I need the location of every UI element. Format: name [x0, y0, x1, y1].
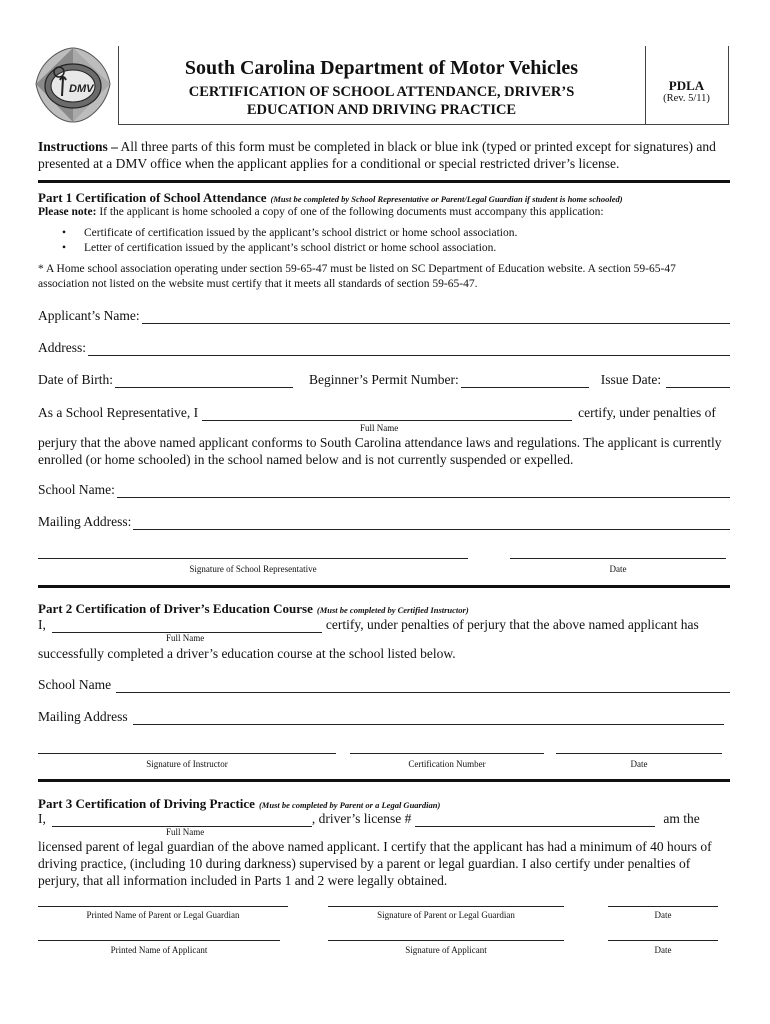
parent-date-caption: Date	[654, 910, 672, 920]
part3-note: (Must be completed by Parent or a Legal Guardian)	[258, 800, 441, 810]
am-the-text: am the	[663, 811, 700, 826]
address-label: Address:	[38, 340, 86, 355]
permit-label: Beginner’s Permit Number:	[308, 372, 459, 387]
mailing-address-row	[38, 514, 730, 530]
school-name-row	[38, 482, 730, 498]
part2-rule	[38, 585, 730, 588]
instructor-full-name-caption: Full Name	[166, 633, 205, 643]
instructor-date-line[interactable]	[556, 753, 722, 754]
mailing-address-label: Mailing Address:	[38, 514, 132, 529]
instructor-i-label: I,	[38, 617, 46, 632]
applicant-signature-caption: Signature of Applicant	[405, 945, 487, 955]
drivers-license-field[interactable]	[415, 812, 655, 827]
school-rep-suffix: certify, under penalties of	[578, 405, 716, 420]
p2-mailing-address-row	[38, 709, 724, 725]
applicant-date-caption: Date	[654, 945, 672, 955]
instructor-row	[38, 617, 730, 633]
p2-school-name-field[interactable]	[116, 678, 730, 693]
list-item: • Letter of certification issued by the applicant’s school district or home school association.	[62, 241, 517, 256]
instructor-date-caption: Date	[630, 759, 648, 769]
home-school-footnote: * A Home school association operating under section 59-65-47 must be listed on SC Department of Education website. A section 59-65-47 association not listed on the website must certify that it meets all standards of section 59-65-47.	[38, 263, 676, 290]
printed-applicant-name-line[interactable]	[38, 940, 280, 941]
document-list	[62, 226, 517, 256]
dob-field[interactable]	[115, 373, 293, 388]
p2-school-name-row	[38, 677, 730, 693]
guardian-name-field[interactable]	[52, 812, 312, 827]
school-rep-full-name-caption: Full Name	[360, 423, 399, 433]
applicant-name-field[interactable]	[142, 309, 730, 324]
form-title-line2: EDUCATION AND DRIVING PRACTICE	[246, 102, 517, 118]
instructions	[38, 138, 732, 172]
school-rep-date-line[interactable]	[510, 558, 726, 559]
applicant-name-row	[38, 308, 730, 324]
form-revision: (Rev. 5/11)	[663, 93, 710, 104]
course-completed-text: successfully completed a driver’s education course at the school listed below.	[38, 646, 456, 661]
applicant-signature-line[interactable]	[328, 940, 564, 941]
p2-school-name-label: School Name	[38, 677, 112, 692]
school-name-label: School Name:	[38, 482, 115, 497]
dmv-logo-icon	[32, 44, 114, 126]
dob-label: Date of Birth:	[38, 372, 113, 387]
form-title-line1: CERTIFICATION OF SCHOOL ATTENDANCE, DRIVER’S	[188, 84, 575, 100]
printed-parent-name-caption: Printed Name of Parent or Legal Guardian	[86, 910, 240, 920]
school-rep-signature-caption: Signature of School Representative	[189, 564, 317, 574]
address-row	[38, 340, 730, 356]
part1-note: (Must be completed by School Representative or Parent/Legal Guardian if student is home schooled)	[270, 194, 623, 204]
issue-date-label: Issue Date:	[600, 372, 662, 387]
p2-mailing-address-label: Mailing Address	[38, 709, 128, 724]
parent-signature-caption: Signature of Parent or Legal Guardian	[377, 910, 515, 920]
mailing-address-field[interactable]	[133, 515, 730, 530]
instructor-certify-text: certify, under penalties of perjury that the above named applicant has	[325, 617, 699, 632]
part1-rule	[38, 180, 730, 183]
school-rep-row	[38, 405, 730, 421]
certification-number-caption: Certification Number	[408, 759, 486, 769]
part3-heading: Part 3 Certification of Driving Practice	[38, 796, 255, 811]
school-name-field[interactable]	[117, 483, 730, 498]
form-code: PDLA	[668, 78, 705, 93]
school-rep-name-field[interactable]	[202, 406, 572, 421]
driving-practice-text: licensed parent of legal guardian of the above named applicant. I certify that the applicant has had a minimum of 40 hours of driving practice, (including 10 during darkness) supervised by a parent or legal guardian. I also certify under penalties of perjury, that all information included in Parts 1 and 2 were legally obtained.	[38, 839, 712, 888]
printed-parent-name-line[interactable]	[38, 906, 288, 907]
parent-signature-line[interactable]	[328, 906, 564, 907]
agency-name: South Carolina Department of Motor Vehicles	[184, 57, 579, 79]
instructor-signature-line[interactable]	[38, 753, 336, 754]
part1-heading: Part 1 Certification of School Attendance	[38, 190, 267, 205]
applicant-name-label: Applicant’s Name:	[38, 308, 140, 323]
guardian-i-label: I,	[38, 811, 46, 826]
instructor-signature-caption: Signature of Instructor	[146, 759, 228, 769]
list-item: • Certificate of certification issued by the applicant’s school district or home school association.	[62, 226, 517, 241]
attendance-perjury-text: perjury that the above named applicant conforms to South Carolina attendance laws and regulations. The applicant is currently enrolled (or home schooled) in the school named below and is not currently suspended or expelled.	[38, 435, 722, 467]
guardian-row	[38, 811, 730, 827]
instructions-text: All three parts of this form must be completed in black or blue ink (typed or printed except for signatures) and presented at a DMV office when the applicant applies for a conditional or special restricted driver’s license.	[38, 139, 716, 171]
part2-heading: Part 2 Certification of Driver’s Education Course	[38, 601, 313, 616]
part3-rule	[38, 779, 730, 782]
school-rep-prefix: As a School Representative, I	[38, 405, 199, 420]
dmv-logo	[32, 44, 114, 126]
parent-date-line[interactable]	[608, 906, 718, 907]
part1-heading-row	[38, 189, 623, 207]
svg-text:DMV: DMV	[69, 83, 94, 95]
drivers-license-label: , driver’s license #	[311, 811, 412, 826]
p2-mailing-address-field[interactable]	[133, 710, 724, 725]
please-note-text: If the applicant is home schooled a copy of one of the following documents must accompany this application:	[99, 206, 604, 218]
part2-note: (Must be completed by Certified Instructor)	[316, 605, 469, 615]
please-note-label: Please note:	[38, 206, 97, 218]
printed-applicant-name-caption: Printed Name of Applicant	[110, 945, 208, 955]
permit-number-field[interactable]	[461, 373, 589, 388]
school-rep-signature-line[interactable]	[38, 558, 468, 559]
address-field[interactable]	[88, 341, 730, 356]
dob-row	[38, 372, 730, 388]
school-rep-date-caption: Date	[609, 564, 627, 574]
instructor-name-field[interactable]	[52, 618, 322, 633]
guardian-full-name-caption: Full Name	[166, 827, 205, 837]
please-note	[38, 206, 604, 218]
part2-heading-row	[38, 600, 469, 618]
certification-number-line[interactable]	[350, 753, 544, 754]
issue-date-field[interactable]	[666, 373, 730, 388]
instructions-label: Instructions –	[38, 139, 118, 154]
applicant-date-line[interactable]	[608, 940, 718, 941]
